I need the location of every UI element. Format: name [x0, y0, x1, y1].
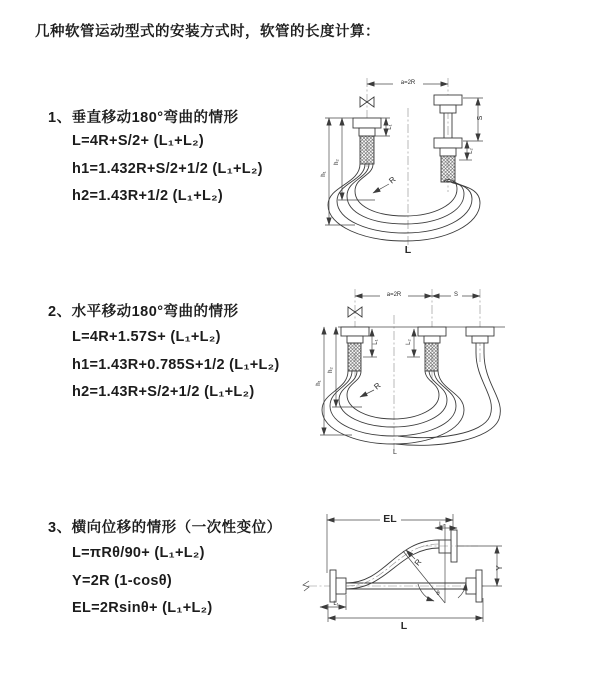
dim-a2r-label: a=2R [400, 80, 416, 86]
label-l: L [393, 449, 397, 456]
dim-y-label: Y [495, 565, 504, 571]
formula-line: L=4R+S/2+ (L₁+L₂) [72, 133, 204, 149]
formula-line: h1=1.43R+0.785S+1/2 (L₁+L₂) [72, 356, 280, 373]
braid-section [425, 343, 438, 371]
formula-line: L=4R+1.57S+ (L₁+L₂) [72, 329, 221, 345]
dim-l2-label: L₂ [406, 339, 412, 345]
dim-l1-label: L₁ [373, 339, 379, 345]
dim-l1-label: L₁ [333, 601, 339, 607]
middle-fitting [418, 327, 446, 371]
left-fitting [341, 327, 369, 371]
page-title: 几种软管运动型式的安装方式时，软管的长度计算： [35, 24, 380, 40]
section-2-heading: 2、水平移动180°弯曲的情形 [48, 304, 239, 320]
braid-section [348, 343, 361, 371]
dim-l2-label: L₂ [468, 148, 474, 154]
dim-h1-label: h₁ [316, 380, 322, 386]
section-3-formulas [72, 540, 213, 623]
formula-line: EL=2Rsinθ+ (L₁+L₂) [72, 600, 213, 616]
hose-curves [328, 164, 480, 241]
section-3-heading: 3、横向位移的情形（一次性变位） [48, 520, 282, 536]
formula-line: h1=1.432R+S/2+1/2 (L₁+L₂) [72, 160, 263, 177]
formula-line: Y=2R (1-cosθ) [72, 572, 172, 589]
leader-r [373, 184, 389, 193]
section-1-heading: 1、垂直移动180°弯曲的情形 [48, 110, 239, 126]
formula-line: h2=1.43R+S/2+1/2 (L₁+L₂) [72, 384, 255, 400]
label-theta: θ [436, 591, 440, 597]
dim-l-label: L [400, 620, 408, 632]
dim-el-label: EL [383, 513, 397, 525]
label-r: R [387, 174, 398, 186]
right-flange [466, 570, 482, 602]
section-2-formulas [72, 324, 280, 407]
diagram-horizontal-180-bend [310, 283, 600, 461]
left-fitting [353, 118, 381, 164]
leader-r [360, 390, 374, 397]
dim-s-label: S [477, 115, 484, 121]
label-r: R [412, 557, 424, 568]
ext-lines [328, 598, 483, 622]
dim-l2-label: L₂ [439, 522, 445, 528]
dim-a2r-label: a=2R [386, 292, 402, 298]
formula-line: h2=1.43R+1/2 (L₁+L₂) [72, 188, 224, 204]
formula-line: L=πRθ/90+ (L₁+L₂) [72, 545, 205, 561]
section-1-formulas [72, 128, 263, 211]
angle-arc [458, 583, 466, 598]
dim-l1-label: L₁ [387, 124, 393, 130]
right-fitting-lower [434, 138, 462, 182]
dim-h2-label: h₂ [328, 367, 334, 373]
dim-s-label: S [453, 292, 459, 298]
diagram-lateral-displacement [298, 498, 600, 658]
label-r: R [372, 380, 383, 392]
braid-section [441, 156, 455, 182]
label-l: L [404, 244, 412, 256]
dim-h1-label: h₁ [321, 171, 327, 177]
dim-h2-label: h₂ [334, 159, 340, 165]
diagram-vertical-180-bend [313, 70, 598, 260]
left-flange [330, 570, 346, 602]
braid-section [360, 136, 374, 164]
right-fitting-upper [434, 95, 462, 113]
hose-curves [346, 540, 439, 589]
